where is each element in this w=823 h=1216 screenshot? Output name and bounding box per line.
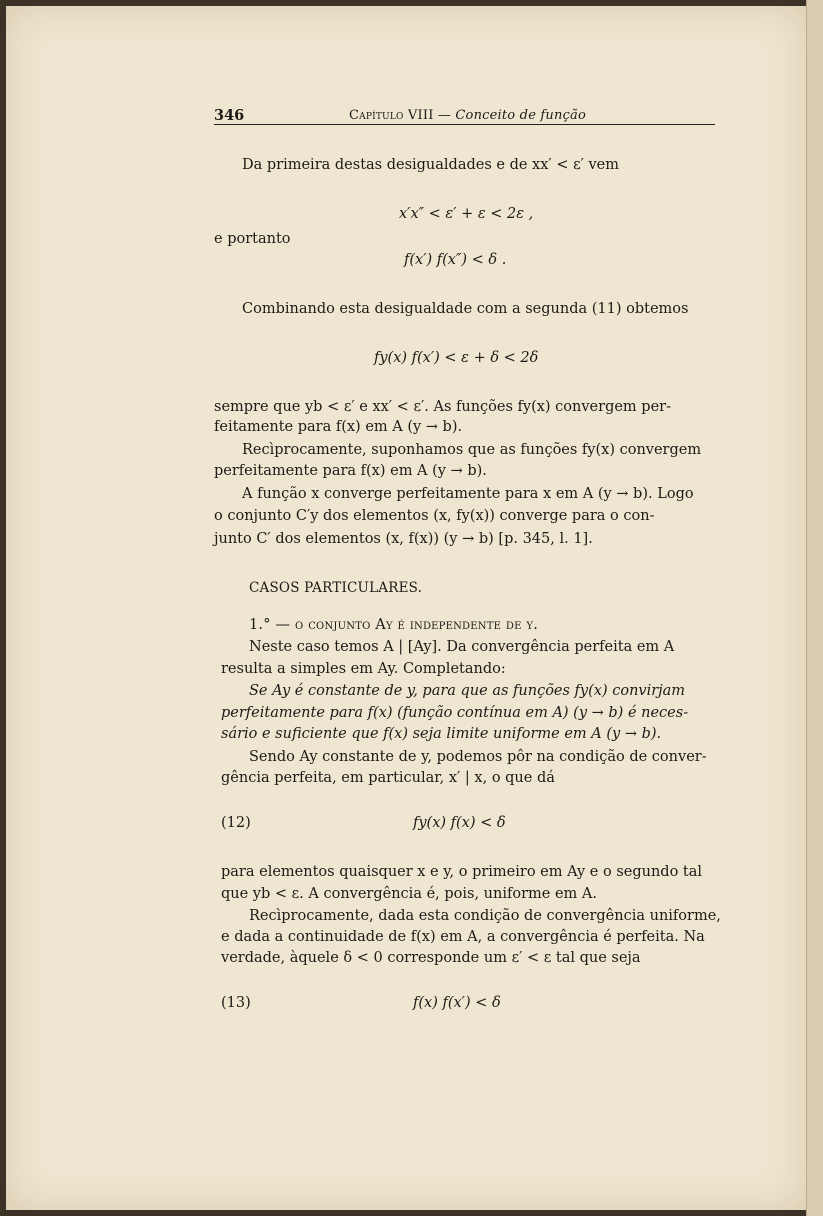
text-line: resulta a simples em Ay. Completando:: [221, 661, 506, 677]
text-line: e dada a continuidade de f(x) em A, a convergência é perfeita. Na: [221, 929, 705, 945]
theorem-line: Se Ay é constante de y, para que as funções fy(x) convirjam: [249, 683, 686, 699]
equation: f(x′) f(x″) < δ .: [404, 252, 507, 268]
theorem-line: sário e suficiente que f(x) seja limite uniforme em A (y → b).: [221, 726, 662, 742]
page-number: 346: [214, 107, 245, 124]
text-line: Sendo Ay constante de y, podemos pôr na condição de conver-: [249, 749, 707, 765]
running-title-prefix: Capítulo VIII —: [349, 108, 452, 123]
text-line: gência perfeita, em particular, x′ | x, o que dá: [221, 770, 555, 786]
header-rule: [214, 124, 715, 125]
equation-number: (13): [221, 995, 251, 1011]
text-line: Da primeira destas desigualdades e de xx′ < ε′ vem: [242, 157, 620, 173]
page-edge: [806, 0, 823, 1216]
text-line: verdade, àquele δ < 0 corresponde um ε′ < ε tal que seja: [221, 950, 641, 966]
running-title: [349, 107, 586, 125]
equation: x′x″ < ε′ + ε < 2ε ,: [399, 206, 534, 222]
text-line: Combinando esta desigualdade com a segunda (11) obtemos: [242, 301, 689, 317]
text-line: que yb < ε. A convergência é, pois, uniforme em A.: [221, 886, 597, 902]
equation: fy(x) f(x′) < ε + δ < 2δ: [374, 350, 539, 366]
equation: fy(x) f(x) < δ: [413, 815, 506, 831]
text-line: sempre que yb < ε′ e xx′ < ε′. As funções fy(x) convergem per-: [214, 399, 671, 415]
book-page: [6, 6, 806, 1210]
text-line: Recìprocamente, suponhamos que as funções fy(x) convergem: [242, 442, 702, 458]
text-line: o conjunto C′y dos elementos (x, fy(x)) converge para o con-: [214, 508, 655, 524]
text-line: perfeitamente para f(x) em A (y → b).: [214, 463, 487, 479]
page-content: [6, 6, 806, 1210]
equation-number: (12): [221, 815, 251, 831]
equation: f(x) f(x′) < δ: [413, 995, 501, 1011]
section-title: CASOS PARTICULARES.: [249, 580, 423, 596]
text-line: para elementos quaisquer x e y, o primeiro em Ay e o segundo tal: [221, 864, 703, 880]
text-line: junto C′ dos elementos (x, f(x)) (y → b) [p. 345, l. 1].: [214, 531, 593, 547]
text-line: feitamente para f(x) em A (y → b).: [214, 419, 463, 435]
case-heading: 1.° — o conjunto Ay é independente de y.: [249, 617, 539, 633]
text-line: Recìprocamente, dada esta condição de convergência uniforme,: [249, 908, 721, 924]
text-line: Neste caso temos A | [Ay]. Da convergência perfeita em A: [249, 639, 675, 655]
text-line: A função x converge perfeitamente para x em A (y → b). Logo: [242, 486, 694, 502]
theorem-line: perfeitamente para f(x) (função contínua em A) (y → b) é neces-: [221, 705, 689, 721]
text-line: e portanto: [214, 231, 291, 247]
running-title-italic: Conceito de função: [455, 108, 587, 123]
